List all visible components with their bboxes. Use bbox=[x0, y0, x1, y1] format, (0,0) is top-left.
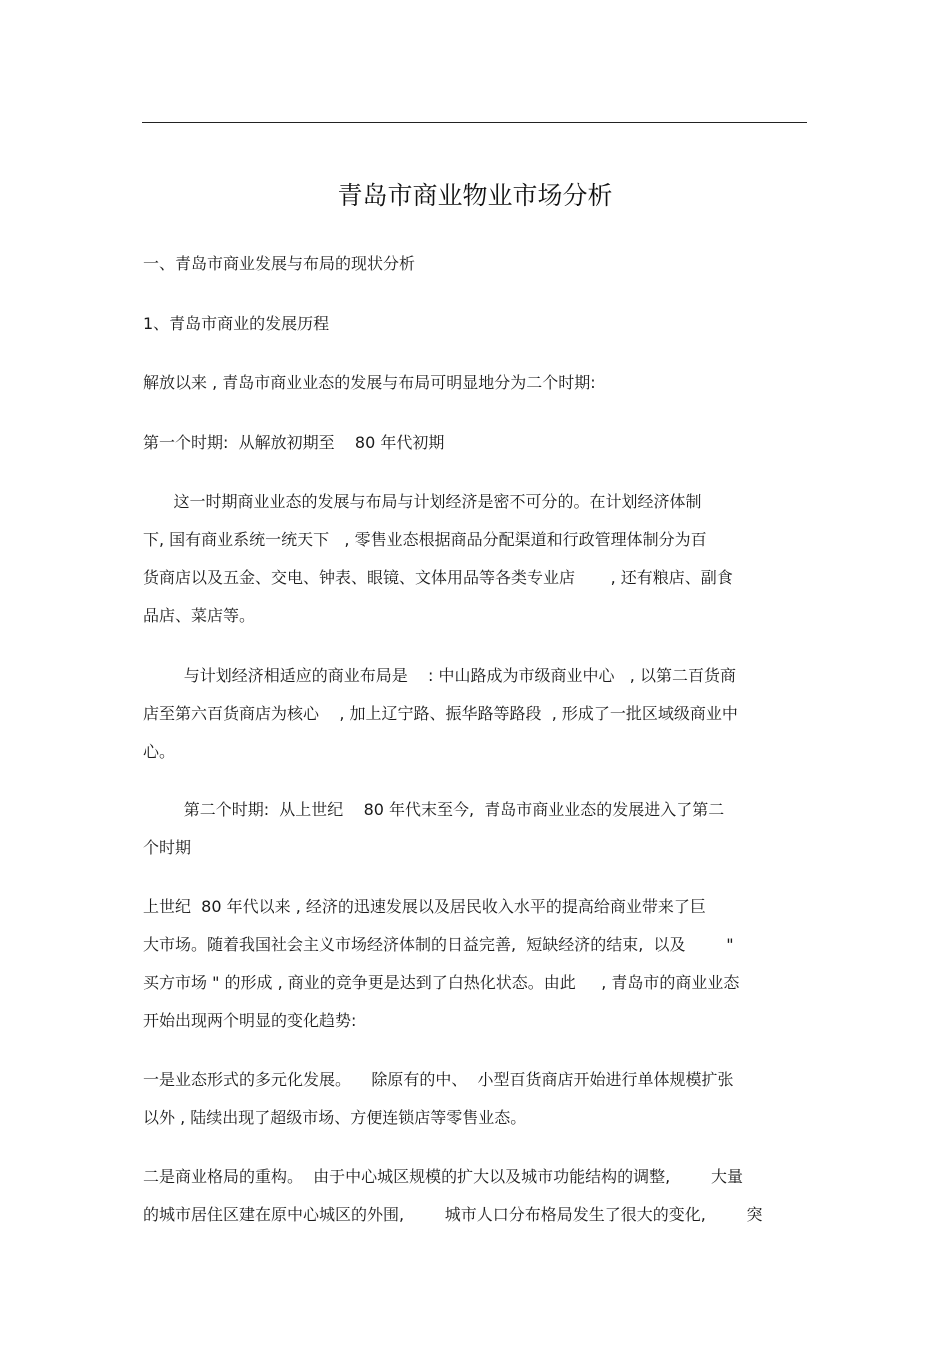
paragraph-line: 开始出现两个明显的变化趋势: bbox=[143, 1011, 357, 1030]
paragraph-line: 的城市居住区建在原中心城区的外围, 城市人口分布格局发生了很大的变化, 突 bbox=[143, 1205, 763, 1224]
paragraph-line: 大市场。随着我国社会主义市场经济体制的日益完善, 短缺经济的结束, 以及 " bbox=[143, 935, 734, 954]
paragraph-line: 这一时期商业业态的发展与布局与计划经济是密不可分的。在计划经济体制 bbox=[143, 492, 702, 511]
paragraph-line: 店至第六百货商店为核心 , 加上辽宁路、振华路等路段 , 形成了一批区域级商业中 bbox=[143, 704, 738, 723]
paragraph-line: 上世纪 80 年代以来 , 经济的迅速发展以及居民收入水平的提高给商业带来了巨 bbox=[143, 897, 706, 916]
top-rule bbox=[142, 122, 807, 123]
paragraph-line: 第二个时期: 从上世纪 80 年代末至今, 青岛市商业业态的发展进入了第二 bbox=[143, 800, 725, 819]
paragraph-line: 心。 bbox=[143, 742, 176, 761]
paragraph-line: 品店、菜店等。 bbox=[143, 606, 256, 625]
paragraph-line: 下, 国有商业系统一统天下 , 零售业态根据商品分配渠道和行政管理体制分为百 bbox=[143, 530, 707, 549]
paragraph-line: 个时期 bbox=[143, 838, 192, 857]
paragraph-line: 货商店以及五金、交电、钟表、眼镜、文体用品等各类专业店 , 还有粮店、副食 bbox=[143, 568, 733, 587]
subsection-heading: 1、青岛市商业的发展历程 bbox=[143, 314, 330, 333]
document-title: 青岛市商业物业市场分析 bbox=[337, 181, 613, 210]
section-heading: 一、青岛市商业发展与布局的现状分析 bbox=[143, 254, 416, 273]
paragraph-line: 二是商业格局的重构。 由于中心城区规模的扩大以及城市功能结构的调整, 大量 bbox=[143, 1167, 743, 1186]
paragraph-line: 一是业态形式的多元化发展。 除原有的中、 小型百货商店开始进行单体规模扩张 bbox=[143, 1070, 734, 1089]
paragraph-line: 以外 , 陆续出现了超级市场、方便连锁店等零售业态。 bbox=[143, 1108, 527, 1127]
paragraph-line: 买方市场 " 的形成 , 商业的竞争更是达到了白热化状态。由此 , 青岛市的商业业态 bbox=[143, 973, 740, 992]
period-one-heading: 第一个时期: 从解放初期至 80 年代初期 bbox=[143, 433, 445, 452]
intro-paragraph: 解放以来 , 青岛市商业业态的发展与布局可明显地分为二个时期: bbox=[143, 373, 596, 392]
paragraph-line: 与计划经济相适应的商业布局是 : 中山路成为市级商业中心 , 以第二百货商 bbox=[143, 666, 736, 685]
